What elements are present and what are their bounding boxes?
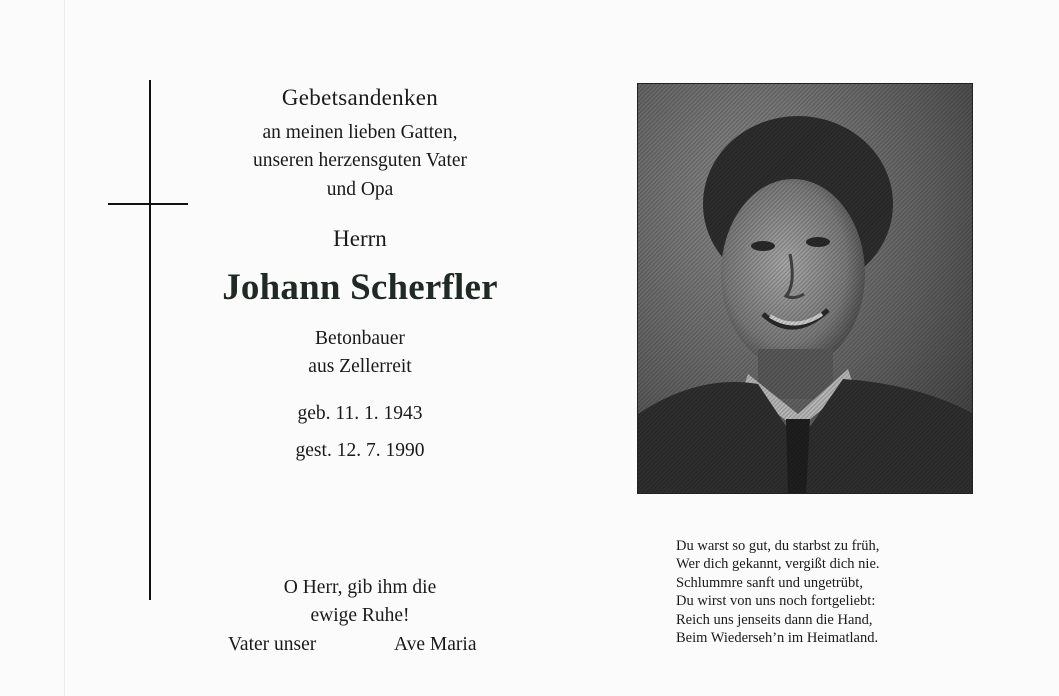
deceased-name: Johann Scherfler xyxy=(222,267,498,308)
poem-line-4: Du wirst von uns noch fortgeliebt: xyxy=(676,593,876,610)
cross-icon-crossbar xyxy=(108,203,188,205)
poem-line-6: Beim Wiederseh’n im Heimatland. xyxy=(676,630,879,647)
poem-line-3: Schlummre sanft und ungetrübt, xyxy=(676,574,863,591)
salutation: Herrn xyxy=(333,226,387,251)
origin: aus Zellerreit xyxy=(308,356,412,377)
poem-line-2: Wer dich gekannt, vergißt dich nie. xyxy=(676,556,880,573)
birth-date: geb. 11. 1. 1943 xyxy=(297,403,423,424)
cross-icon xyxy=(149,80,151,600)
prayer-ave-maria: Ave Maria xyxy=(394,634,477,655)
dedication-line-1: an meinen lieben Gatten, xyxy=(262,122,458,143)
portrait-graphic xyxy=(638,84,973,494)
card-edge-line xyxy=(64,0,65,696)
poem xyxy=(676,537,880,647)
prayer-line-1: O Herr, gib ihm die xyxy=(283,577,437,598)
prayer-line-2: ewige Ruhe! xyxy=(310,605,410,626)
profession: Betonbauer xyxy=(315,328,405,349)
dedication-line-2: unseren herzensguten Vater xyxy=(252,150,468,171)
dedication-line-3: und Opa xyxy=(326,179,394,200)
portrait-photo xyxy=(637,83,973,494)
poem-line-1: Du warst so gut, du starbst zu früh, xyxy=(676,538,880,554)
poem-line-5: Reich uns jenseits dann die Hand, xyxy=(676,611,873,628)
death-date: gest. 12. 7. 1990 xyxy=(295,440,425,461)
card-heading: Gebetsandenken xyxy=(281,85,439,110)
prayer-vater-unser: Vater unser xyxy=(228,634,317,655)
